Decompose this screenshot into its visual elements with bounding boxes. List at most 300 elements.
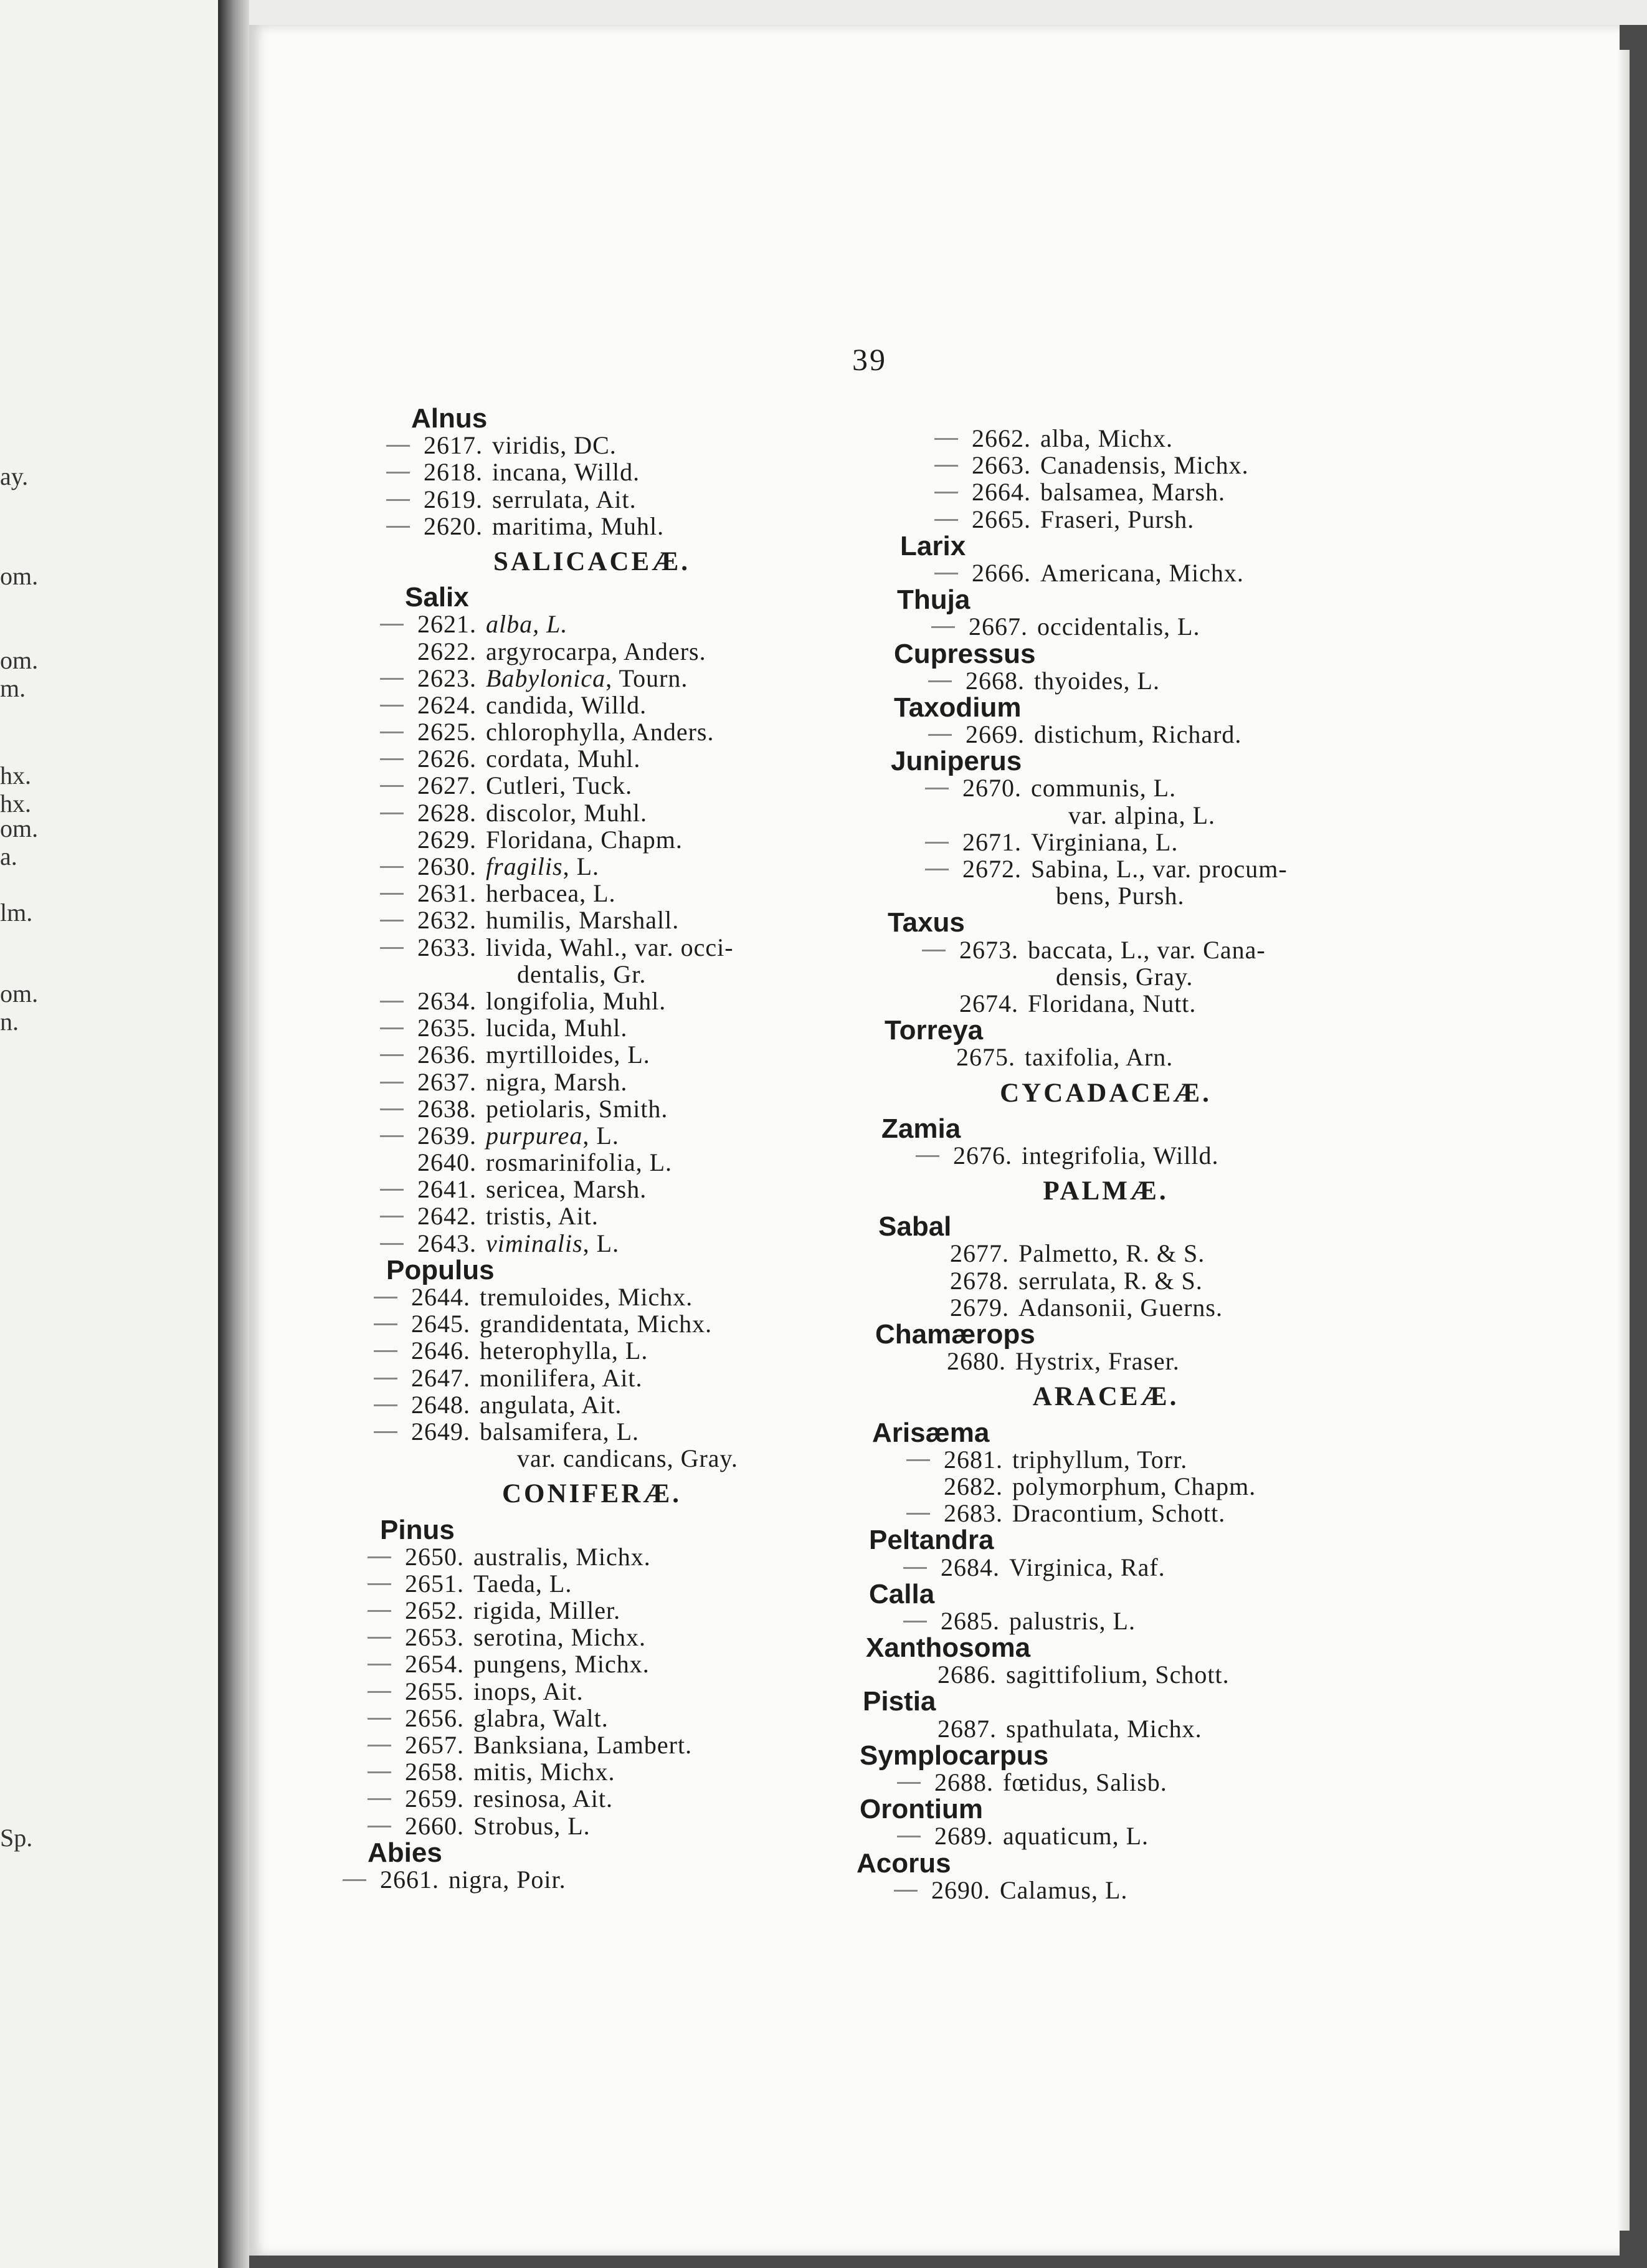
family-heading: CYCADACEÆ.	[1000, 1078, 1212, 1108]
entry-number: 2640.	[417, 1148, 477, 1177]
genus-heading: Torreya	[885, 1015, 984, 1046]
species-entry	[850, 1044, 1361, 1070]
species-entry	[368, 1866, 816, 1893]
check-mark	[380, 1108, 404, 1110]
entry-number: 2649.	[411, 1417, 470, 1446]
entry-number: 2676.	[953, 1141, 1012, 1170]
entry-number: 2682.	[944, 1472, 1003, 1500]
family-heading: ARACEÆ.	[1032, 1382, 1179, 1412]
check-mark	[380, 758, 404, 760]
left-page-fragment: lm.	[0, 898, 33, 927]
check-mark	[368, 1556, 391, 1558]
species-entry	[850, 667, 1361, 694]
entry-number: 2664.	[972, 478, 1031, 507]
species-continuation	[368, 1445, 816, 1472]
genus-heading: Sabal	[878, 1211, 952, 1242]
check-mark	[934, 465, 958, 467]
species-entry	[368, 1149, 816, 1176]
check-mark	[380, 1216, 404, 1217]
species-name: balsamea, Marsh.	[1040, 478, 1226, 507]
species-name: myrtilloides, L.	[486, 1041, 650, 1069]
species-entry	[850, 1769, 1361, 1796]
entry-number: 2619.	[424, 485, 483, 513]
species-name: candida, Willd.	[486, 690, 647, 719]
species-name: chlorophylla, Anders.	[486, 718, 714, 746]
left-page-edge	[0, 0, 218, 2268]
right-column	[850, 425, 1361, 1904]
species-entry	[368, 1069, 816, 1095]
species-name: bens, Pursh.	[1056, 882, 1185, 910]
check-mark	[934, 519, 958, 521]
entry-number: 2686.	[937, 1660, 997, 1689]
species-entry	[850, 479, 1361, 505]
left-page-fragment: hx.	[0, 761, 31, 789]
species-entry	[368, 1624, 816, 1651]
check-mark	[386, 445, 410, 447]
species-name: Calamus, L.	[1000, 1875, 1128, 1904]
genus-heading: Zamia	[881, 1113, 961, 1144]
species-name: inops, Ait.	[473, 1677, 584, 1705]
species-name: taxifolia, Arn.	[1025, 1043, 1174, 1072]
species-entry	[368, 1678, 816, 1705]
species-name: serrulata, Ait.	[492, 485, 637, 513]
page-right-edge	[1617, 50, 1630, 2231]
species-entry	[850, 425, 1361, 452]
species-entry	[368, 745, 816, 772]
species-entry	[368, 1813, 816, 1839]
species-entry	[368, 1543, 816, 1570]
entry-number: 2638.	[417, 1094, 477, 1123]
entry-number: 2651.	[405, 1569, 464, 1598]
species-name: nigra, Marsh.	[486, 1067, 628, 1096]
entry-number: 2658.	[405, 1758, 464, 1786]
left-page-fragment: om.	[0, 646, 39, 674]
entry-number: 2670.	[962, 774, 1022, 803]
species-name: baccata, L., var. Cana-	[1028, 935, 1266, 964]
check-mark	[380, 920, 404, 922]
entry-number: 2655.	[405, 1677, 464, 1705]
genus-heading: Arisæma	[872, 1417, 990, 1448]
species-name: serotina, Michx.	[473, 1623, 647, 1652]
species-name: polymorphum, Chapm.	[1012, 1472, 1256, 1500]
species-entry	[368, 907, 816, 933]
check-mark	[380, 705, 404, 707]
entry-number: 2650.	[405, 1542, 464, 1571]
check-mark	[374, 1323, 397, 1325]
check-mark	[903, 1567, 927, 1569]
species-name: alba, L.	[486, 610, 568, 639]
entry-number: 2667.	[969, 612, 1028, 641]
entry-number: 2690.	[931, 1875, 990, 1904]
species-name: Canadensis, Michx.	[1040, 451, 1249, 480]
species-entry	[850, 1877, 1361, 1904]
species-continuation	[850, 882, 1361, 909]
entry-number: 2660.	[405, 1811, 464, 1840]
check-mark	[368, 1718, 391, 1720]
species-entry	[850, 560, 1361, 586]
check-mark	[368, 1771, 391, 1773]
check-mark	[380, 731, 404, 733]
entry-number: 2628.	[417, 798, 477, 827]
species-name: var. candicans, Gray.	[517, 1444, 738, 1473]
species-name: thyoides, L.	[1034, 666, 1160, 695]
check-mark	[374, 1378, 397, 1379]
species-entry	[368, 1597, 816, 1624]
entry-number: 2648.	[411, 1390, 470, 1419]
check-mark	[380, 1135, 404, 1137]
entry-number: 2645.	[411, 1310, 470, 1338]
left-page-fragment: m.	[0, 674, 26, 702]
species-entry	[368, 459, 816, 485]
species-entry	[850, 1446, 1361, 1473]
species-name: Babylonica, Tourn.	[486, 664, 688, 692]
entry-number: 2652.	[405, 1596, 464, 1625]
left-page-fragment: Sp.	[0, 1824, 33, 1852]
genus-heading: Salix	[405, 582, 469, 613]
species-entry	[850, 452, 1361, 479]
check-mark	[925, 842, 949, 844]
species-entry	[368, 1284, 816, 1310]
species-entry	[368, 1391, 816, 1418]
species-name: sericea, Marsh.	[486, 1175, 647, 1204]
species-entry	[368, 1095, 816, 1122]
species-entry	[368, 853, 816, 880]
species-name: nigra, Poir.	[449, 1865, 566, 1894]
check-mark	[380, 1001, 404, 1003]
check-mark	[897, 1782, 921, 1784]
genus-heading: Taxodium	[894, 692, 1022, 723]
species-name: integrifolia, Willd.	[1022, 1141, 1219, 1170]
genus-heading: Larix	[900, 530, 966, 561]
check-mark	[368, 1691, 391, 1693]
species-name: Palmetto, R. & S.	[1018, 1239, 1205, 1268]
entry-number: 2627.	[417, 771, 477, 800]
entry-number: 2621.	[417, 610, 477, 639]
entry-number: 2671.	[962, 827, 1022, 856]
check-mark	[368, 1826, 391, 1827]
species-entry	[368, 1570, 816, 1597]
species-name: rigida, Miller.	[473, 1596, 621, 1625]
species-entry	[368, 988, 816, 1014]
species-name: tremuloides, Michx.	[480, 1283, 693, 1311]
left-page-fragment: om.	[0, 979, 39, 1008]
species-entry	[368, 880, 816, 907]
species-entry	[850, 1240, 1361, 1267]
entry-number: 2689.	[934, 1822, 994, 1851]
species-name: Cutleri, Tuck.	[486, 771, 633, 800]
check-mark	[374, 1297, 397, 1298]
species-entry	[368, 1705, 816, 1732]
family-heading: CONIFERÆ.	[501, 1479, 682, 1509]
check-mark	[368, 1745, 391, 1746]
check-mark	[386, 472, 410, 474]
species-continuation	[368, 961, 816, 988]
species-name: Virginica, Raf.	[1009, 1553, 1165, 1581]
entry-number: 2654.	[405, 1650, 464, 1679]
entry-number: 2637.	[417, 1067, 477, 1096]
species-name: balsamifera, L.	[480, 1417, 639, 1446]
check-mark	[368, 1798, 391, 1800]
entry-number: 2620.	[424, 512, 483, 540]
entry-number: 2624.	[417, 690, 477, 719]
check-mark	[368, 1637, 391, 1639]
species-entry	[368, 1651, 816, 1677]
species-entry	[368, 692, 816, 718]
species-entry	[850, 1554, 1361, 1581]
entry-number: 2646.	[411, 1336, 470, 1365]
species-entry	[368, 1041, 816, 1068]
check-mark	[380, 678, 404, 680]
check-mark	[934, 492, 958, 493]
check-mark	[374, 1431, 397, 1433]
species-name: Floridana, Chapm.	[486, 825, 683, 854]
species-entry	[368, 1230, 816, 1257]
species-name: aquaticum, L.	[1003, 1822, 1149, 1851]
check-mark	[380, 866, 404, 868]
species-entry	[850, 1608, 1361, 1634]
entry-number: 2659.	[405, 1784, 464, 1813]
entry-number: 2662.	[972, 424, 1031, 452]
species-name: mitis, Michx.	[473, 1758, 615, 1786]
check-mark	[380, 947, 404, 949]
entry-number: 2656.	[405, 1703, 464, 1732]
check-mark	[903, 1621, 927, 1622]
species-entry	[850, 613, 1361, 640]
page-top-edge	[249, 0, 1647, 25]
genus-heading: Thuja	[897, 584, 971, 616]
genus-heading: Orontium	[860, 1794, 983, 1825]
species-entry	[850, 1500, 1361, 1527]
genus-heading: Cupressus	[894, 638, 1036, 669]
entry-number: 2674.	[959, 989, 1018, 1017]
genus-heading: Juniperus	[891, 746, 1022, 777]
entry-number: 2653.	[405, 1623, 464, 1652]
entry-number: 2669.	[966, 720, 1025, 749]
genus-heading: Calla	[869, 1578, 935, 1609]
check-mark	[343, 1879, 366, 1881]
species-entry	[368, 513, 816, 540]
species-name: dentalis, Gr.	[517, 960, 647, 988]
species-entry	[368, 1203, 816, 1229]
entry-number: 2618.	[424, 458, 483, 487]
check-mark	[380, 812, 404, 814]
species-entry	[850, 829, 1361, 855]
entry-number: 2663.	[972, 451, 1031, 480]
entry-number: 2643.	[417, 1229, 477, 1257]
entry-number: 2647.	[411, 1363, 470, 1392]
species-entry	[850, 1267, 1361, 1294]
entry-number: 2625.	[417, 718, 477, 746]
genus-heading: Populus	[386, 1254, 495, 1285]
species-name: heterophylla, L.	[480, 1336, 648, 1365]
species-entry	[850, 1822, 1361, 1849]
entry-number: 2635.	[417, 1014, 477, 1042]
species-name: densis, Gray.	[1056, 962, 1194, 991]
page-number: 39	[852, 342, 887, 377]
entry-number: 2617.	[424, 431, 483, 460]
check-mark	[380, 1027, 404, 1029]
entry-number: 2632.	[417, 906, 477, 935]
species-name: viridis, DC.	[492, 431, 617, 460]
species-name: Banksiana, Lambert.	[473, 1731, 693, 1759]
check-mark	[374, 1350, 397, 1352]
species-entry	[850, 990, 1361, 1017]
species-name: distichum, Richard.	[1034, 720, 1242, 749]
genus-heading: Abies	[368, 1837, 442, 1868]
check-mark	[906, 1459, 930, 1461]
entry-number: 2688.	[934, 1768, 994, 1796]
species-name: tristis, Ait.	[486, 1202, 599, 1231]
species-name: palustris, L.	[1009, 1606, 1136, 1635]
species-name: Dracontium, Schott.	[1012, 1499, 1226, 1528]
species-continuation	[850, 802, 1361, 829]
check-mark	[380, 1082, 404, 1084]
species-entry	[850, 1142, 1361, 1169]
species-name: humilis, Marshall.	[486, 906, 680, 935]
species-entry	[368, 1176, 816, 1203]
species-name: discolor, Muhl.	[486, 798, 647, 827]
check-mark	[925, 788, 949, 789]
entry-number: 2685.	[941, 1606, 1000, 1635]
species-name: triphyllum, Torr.	[1012, 1445, 1188, 1474]
check-mark	[386, 499, 410, 501]
entry-number: 2683.	[944, 1499, 1003, 1528]
species-name: purpurea, L.	[486, 1121, 619, 1150]
species-name: glabra, Walt.	[473, 1703, 609, 1732]
left-page-fragment: n.	[0, 1008, 19, 1036]
species-name: livida, Wahl., var. occi-	[486, 933, 734, 961]
entry-number: 2665.	[972, 505, 1031, 533]
species-entry	[850, 1473, 1361, 1500]
species-name: Strobus, L.	[473, 1811, 591, 1840]
check-mark	[925, 869, 949, 870]
check-mark	[368, 1664, 391, 1665]
species-name: communis, L.	[1031, 774, 1177, 803]
species-entry	[368, 934, 816, 961]
left-column	[368, 405, 816, 1893]
species-entry	[368, 665, 816, 692]
species-name: Adansonii, Guerns.	[1018, 1293, 1223, 1322]
species-name: var. alpina, L.	[1068, 801, 1216, 829]
genus-heading: Xanthosoma	[866, 1632, 1031, 1664]
species-entry	[368, 486, 816, 513]
entry-number: 2678.	[950, 1266, 1009, 1295]
check-mark	[922, 950, 946, 951]
check-mark	[380, 624, 404, 626]
species-name: fragilis, L.	[486, 852, 600, 880]
species-name: spathulata, Michx.	[1006, 1714, 1202, 1743]
species-name: Hystrix, Fraser.	[1015, 1347, 1180, 1376]
species-name: fœtidus, Salisb.	[1003, 1768, 1167, 1796]
family-heading: SALICACEÆ.	[493, 546, 690, 576]
entry-number: 2681.	[944, 1445, 1003, 1474]
species-name: incana, Willd.	[492, 458, 640, 487]
species-entry	[850, 721, 1361, 748]
family-heading: PALMÆ.	[1043, 1176, 1169, 1206]
genus-heading: Pistia	[863, 1686, 936, 1717]
check-mark	[374, 1404, 397, 1406]
species-entry	[850, 936, 1361, 963]
entry-number: 2631.	[417, 879, 477, 908]
check-mark	[380, 893, 404, 895]
species-name: serrulata, R. & S.	[1018, 1266, 1203, 1295]
species-name: Taeda, L.	[473, 1569, 572, 1598]
check-mark	[897, 1836, 921, 1837]
genus-heading: Taxus	[888, 907, 965, 938]
species-name: resinosa, Ait.	[473, 1784, 613, 1813]
species-entry	[850, 774, 1361, 801]
species-entry	[368, 1418, 816, 1445]
species-continuation	[850, 963, 1361, 990]
species-entry	[368, 718, 816, 745]
species-entry	[368, 1014, 816, 1041]
genus-heading: Peltandra	[869, 1525, 994, 1556]
species-name: occidentalis, L.	[1037, 612, 1200, 641]
entry-number: 2679.	[950, 1293, 1009, 1322]
species-name: longifolia, Muhl.	[486, 986, 667, 1015]
species-name: herbacea, L.	[486, 879, 616, 908]
check-mark	[934, 573, 958, 574]
species-name: Sabina, L., var. procum-	[1031, 855, 1288, 883]
species-entry	[368, 1122, 816, 1149]
left-page-fragment: ay.	[0, 462, 29, 490]
check-mark	[928, 680, 952, 682]
check-mark	[380, 1243, 404, 1245]
species-entry	[850, 1294, 1361, 1321]
species-entry	[368, 1785, 816, 1812]
species-name: maritima, Muhl.	[492, 512, 665, 540]
check-mark	[386, 526, 410, 528]
species-entry	[368, 799, 816, 826]
species-name: Fraseri, Pursh.	[1040, 505, 1195, 533]
entry-number: 2626.	[417, 745, 477, 773]
book-spine	[218, 0, 249, 2268]
left-page-fragment: om.	[0, 814, 39, 842]
entry-number: 2687.	[937, 1714, 997, 1743]
species-name: angulata, Ait.	[480, 1390, 622, 1419]
entry-number: 2622.	[417, 637, 477, 665]
species-name: rosmarinifolia, L.	[486, 1148, 673, 1177]
species-entry	[850, 1661, 1361, 1688]
species-entry	[850, 506, 1361, 533]
entry-number: 2673.	[959, 935, 1018, 964]
species-name: lucida, Muhl.	[486, 1014, 628, 1042]
entry-number: 2629.	[417, 825, 477, 854]
species-entry	[368, 826, 816, 853]
genus-heading: Symplocarpus	[860, 1740, 1049, 1771]
species-name: Floridana, Nutt.	[1028, 989, 1197, 1017]
genus-heading: Pinus	[380, 1514, 455, 1545]
species-entry	[850, 1715, 1361, 1742]
species-name: Americana, Michx.	[1040, 558, 1244, 587]
entry-number: 2639.	[417, 1121, 477, 1150]
species-entry	[850, 855, 1361, 882]
check-mark	[931, 626, 955, 628]
entry-number: 2661.	[380, 1865, 439, 1894]
species-entry	[368, 432, 816, 459]
species-name: argyrocarpa, Anders.	[486, 637, 706, 665]
check-mark	[934, 438, 958, 440]
species-name: petiolaris, Smith.	[486, 1094, 668, 1123]
species-name: sagittifolium, Schott.	[1006, 1660, 1230, 1689]
species-name: Virginiana, L.	[1031, 827, 1179, 856]
left-page-fragment: om.	[0, 562, 39, 590]
check-mark	[380, 785, 404, 787]
species-entry	[368, 1337, 816, 1364]
genus-heading: Acorus	[857, 1847, 951, 1879]
entry-number: 2633.	[417, 933, 477, 961]
entry-number: 2657.	[405, 1731, 464, 1759]
